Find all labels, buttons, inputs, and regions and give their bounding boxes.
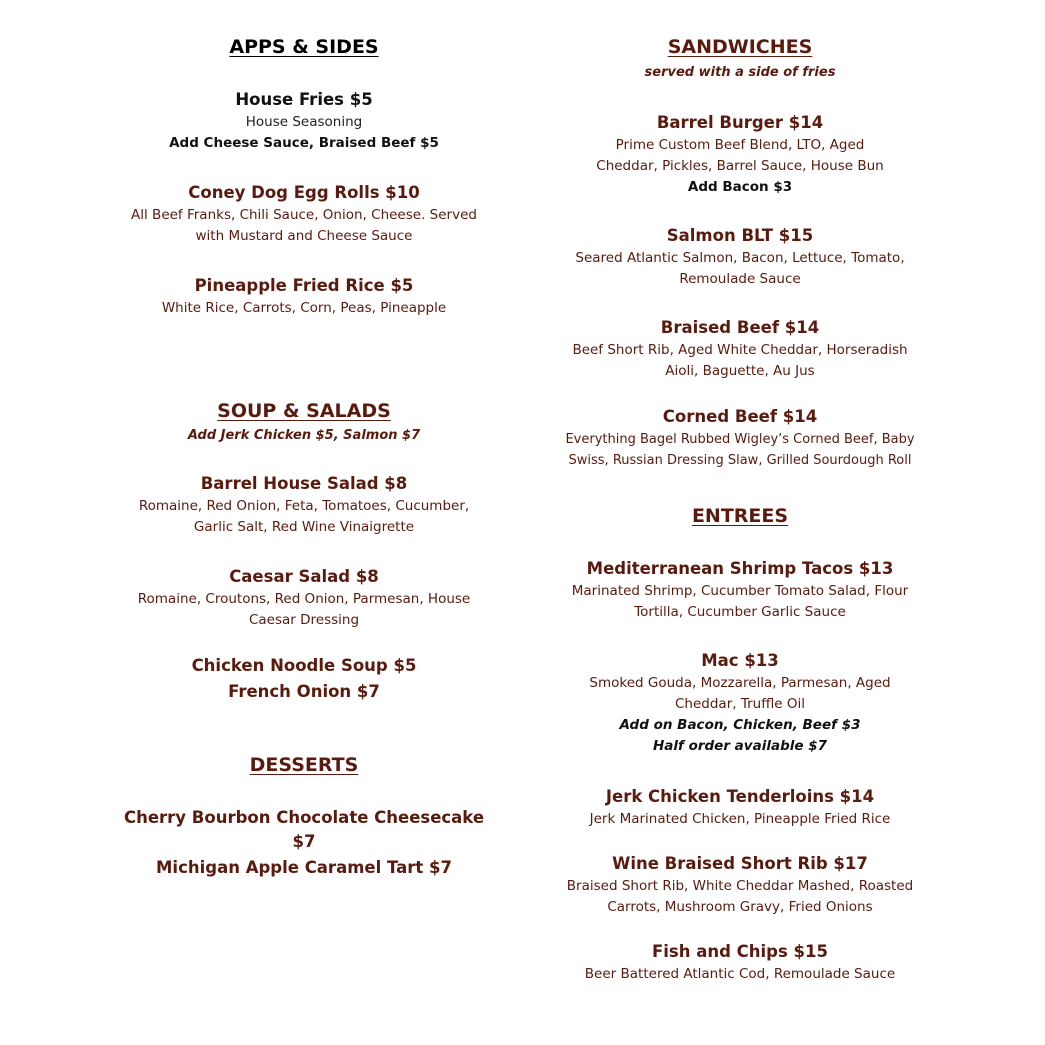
section-title-apps: APPS & SIDES	[229, 36, 379, 58]
item-addon: Add Cheese Sauce, Braised Beef $5	[169, 135, 439, 151]
menu-item-house-fries	[118, 88, 490, 154]
item-name: French Onion $7	[228, 682, 380, 701]
section-note-sandwiches: served with a side of fries	[644, 65, 836, 80]
menu-item-tart: Michigan Apple Caramel Tart $7	[156, 858, 452, 877]
menu-item-fried-rice	[118, 274, 490, 319]
menu-item-soups	[118, 653, 490, 705]
item-description: with Mustard and Cheese Sauce	[195, 228, 413, 244]
item-description: Beer Battered Atlantic Cod, Remoulade Sauce	[584, 966, 896, 982]
item-description: Jerk Marinated Chicken, Pineapple Fried Rice	[589, 811, 891, 827]
item-description: Romaine, Croutons, Red Onion, Parmesan, House	[137, 591, 471, 607]
item-description: All Beef Franks, Chili Sauce, Onion, Cheese. Served	[131, 207, 477, 223]
menu-item-jerk-chicken	[548, 785, 932, 830]
item-description: Garlic Salt, Red Wine Vinaigrette	[193, 519, 415, 535]
item-name: Braised Beef $14	[660, 318, 820, 337]
item-description: Smoked Gouda, Mozzarella, Parmesan, Aged	[589, 675, 891, 691]
item-name: Mac $13	[701, 651, 779, 670]
item-name: Corned Beef $14	[662, 407, 818, 426]
menu-item-cheesecake: Cherry Bourbon Chocolate Cheesecake $7	[123, 808, 485, 851]
item-name: Barrel Burger $14	[656, 113, 824, 132]
menu-item-salmon-blt	[548, 224, 932, 290]
item-description: Carrots, Mushroom Gravy, Fried Onions	[607, 899, 873, 915]
menu-item-braised-beef	[548, 316, 932, 382]
section-title-sandwiches: SANDWICHES	[667, 36, 813, 58]
menu-item-shrimp-tacos	[548, 557, 932, 623]
menu-item-corned-beef	[548, 405, 932, 471]
item-description: Aioli, Baguette, Au Jus	[665, 363, 815, 379]
section-title-desserts: DESSERTS	[249, 754, 359, 776]
item-name: Caesar Salad $8	[229, 567, 379, 586]
item-addon: Half order available $7	[652, 738, 828, 754]
item-name: Fish and Chips $15	[651, 942, 828, 961]
item-description: Tortilla, Cucumber Garlic Sauce	[634, 604, 846, 620]
item-description: Caesar Dressing	[248, 612, 360, 628]
item-addon: Add Bacon $3	[687, 179, 793, 195]
item-description: Remoulade Sauce	[679, 271, 801, 287]
item-name: Jerk Chicken Tenderloins $14	[605, 787, 875, 806]
item-description: Braised Short Rib, White Cheddar Mashed, Roasted	[566, 878, 914, 894]
menu-item-coney-dog	[118, 181, 490, 247]
section-note-soup: Add Jerk Chicken $5, Salmon $7	[187, 428, 421, 443]
menu-item-caesar	[118, 565, 490, 631]
menu-item-house-salad	[118, 472, 490, 538]
section-title-soup: SOUP & SALADS	[217, 400, 391, 422]
item-name: House Fries $5	[235, 90, 373, 109]
item-name: Chicken Noodle Soup $5	[191, 656, 417, 675]
item-name: Pineapple Fried Rice $5	[194, 276, 414, 295]
item-description: House Seasoning	[245, 114, 363, 130]
item-name: Coney Dog Egg Rolls $10	[188, 183, 420, 202]
item-description: Romaine, Red Onion, Feta, Tomatoes, Cucumber,	[138, 498, 470, 514]
item-description: Cheddar, Pickles, Barrel Sauce, House Bun	[596, 158, 884, 174]
item-description: White Rice, Carrots, Corn, Peas, Pineapple	[161, 300, 447, 316]
item-description: Swiss, Russian Dressing Slaw, Grilled Sourdough Roll	[568, 453, 912, 468]
item-description: Prime Custom Beef Blend, LTO, Aged	[615, 137, 865, 153]
item-name: Salmon BLT $15	[666, 226, 814, 245]
item-description: Seared Atlantic Salmon, Bacon, Lettuce, Tomato,	[575, 250, 905, 266]
item-name: Wine Braised Short Rib $17	[612, 854, 868, 873]
item-description: Everything Bagel Rubbed Wigley’s Corned Beef, Baby	[565, 432, 915, 447]
item-description: Beef Short Rib, Aged White Cheddar, Horseradish	[572, 342, 908, 358]
item-description: Marinated Shrimp, Cucumber Tomato Salad, Flour	[571, 583, 909, 599]
menu-item-barrel-burger	[548, 111, 932, 198]
item-name: Mediterranean Shrimp Tacos $13	[586, 559, 894, 578]
item-description: Cheddar, Truffle Oil	[675, 696, 805, 712]
section-title-entrees: ENTREES	[691, 505, 789, 527]
item-addon: Add on Bacon, Chicken, Beef $3	[619, 717, 861, 733]
item-name: Barrel House Salad $8	[200, 474, 408, 493]
menu-item-fish-chips	[548, 940, 932, 985]
menu-item-short-rib	[548, 852, 932, 918]
menu-item-mac	[548, 649, 932, 757]
